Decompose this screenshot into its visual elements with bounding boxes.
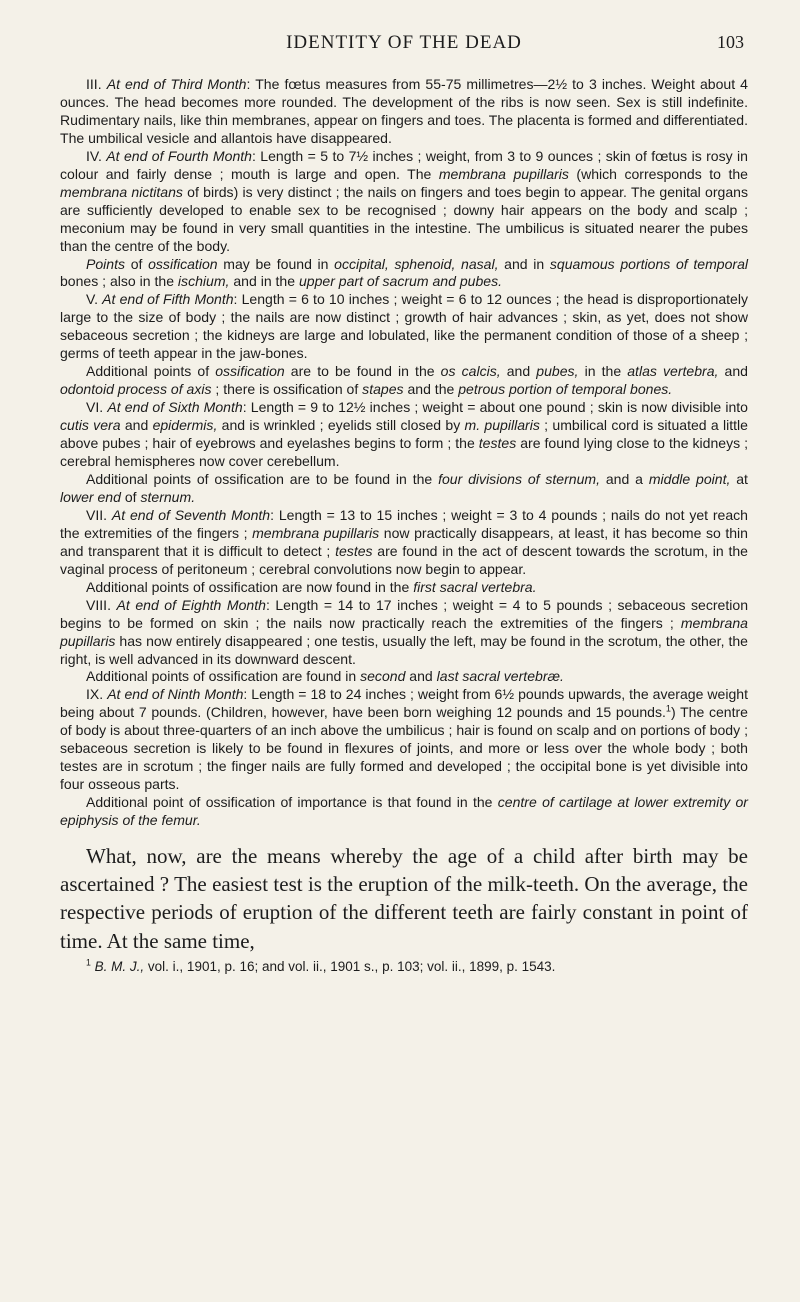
section-text: and <box>718 363 748 380</box>
month-nine-ossification <box>60 794 748 830</box>
running-head: IDENTITY OF THE DEAD <box>286 32 522 53</box>
section-numeral: IV. <box>86 147 102 164</box>
section-text: : Length = 14 to 17 inches ; weight = 4 to 5 pounds ; sebaceous secretion begins to be formed on skin ; the nails now practically reach the extremities of the fingers ; <box>60 596 749 631</box>
section-text: and <box>500 363 537 380</box>
term: os calcis, <box>440 363 501 380</box>
term: ossification <box>148 255 218 272</box>
term: sternum. <box>140 488 196 505</box>
term: upper part of sacrum and pubes. <box>298 273 502 290</box>
section-heading: At end of Third Month <box>106 76 247 92</box>
section-text: and <box>405 668 437 685</box>
section-text: ; umbilical cord is situated a little above pubes ; hair of eyebrows and eyelashes begins to form ; the <box>60 417 748 452</box>
section-text: and is wrinkled ; eyelids still closed by <box>217 417 465 434</box>
body-paragraph: What, now, are the means whereby the age of a child after birth may be ascertained ? The easiest test is the eruption of the milk-teeth. On the average, the respective periods of eruption of the different teeth are fairly constant in point of time. At the same time, <box>60 844 748 953</box>
footnote-source: B. M. J., <box>94 958 145 974</box>
term: membrana nictitans <box>60 183 183 200</box>
footnote-reference[interactable]: 1 <box>665 703 671 714</box>
section-text: and a <box>600 470 649 487</box>
term: petrous portion of temporal bones. <box>458 381 673 398</box>
footnote <box>60 958 748 976</box>
section-text: has now entirely disappeared ; one testis, usually the left, may be found in the scrotum, the other, the right, is well advanced in its downward descent. <box>60 632 748 667</box>
term: stapes <box>362 381 404 398</box>
section-text: and in the <box>229 273 299 290</box>
page-header <box>60 22 748 58</box>
section-text: Additional point of ossification of importance is that found in the <box>86 794 498 811</box>
footnote-text: vol. i., 1901, p. 16; and vol. ii., 1901 s., p. 103; vol. ii., 1899, p. 1543. <box>144 958 556 974</box>
section-numeral: III. <box>86 76 102 92</box>
term: pubes, <box>536 363 579 380</box>
section-text: in the <box>578 363 628 380</box>
section-text: at <box>730 470 748 487</box>
section-numeral: V. <box>86 291 98 308</box>
month-six-ossification <box>60 471 748 507</box>
term: ossification <box>215 363 285 380</box>
section-text: Additional points of ossification are to be found in the <box>86 470 439 487</box>
term: membrana pupillaris <box>252 524 380 541</box>
section-text: Additional points of ossification are now found in the <box>86 578 414 595</box>
term: testes <box>335 542 373 559</box>
section-heading: At end of Seventh Month <box>111 506 271 523</box>
month-seven-paragraph <box>60 507 748 579</box>
term: centre of cartilage at lower extremity or epiphysis of the femur. <box>60 794 748 829</box>
section-heading: At end of Fifth Month <box>102 291 234 308</box>
section-text: may be found in <box>217 255 335 272</box>
month-three-paragraph <box>60 76 748 148</box>
month-five-ossification <box>60 363 748 399</box>
section-text: of <box>125 255 149 272</box>
section-numeral: IX. <box>86 686 104 703</box>
term: testes <box>478 435 517 452</box>
section-text: are found in the act of descent towards the scrotum, in the vaginal process of peritoneum ; cerebral convolutions now begin to appear. <box>60 542 748 577</box>
section-text: are to be found in the <box>284 363 441 380</box>
term: odontoid process of axis <box>60 381 212 398</box>
month-seven-ossification <box>60 579 748 597</box>
term: four divisions of sternum, <box>438 470 601 487</box>
footnote-marker: 1 <box>86 957 91 968</box>
section-heading: At end of Sixth Month <box>107 399 243 416</box>
section-numeral: VI. <box>86 399 104 416</box>
main-text <box>60 842 748 955</box>
month-four-ossification <box>60 256 748 292</box>
section-text: : The fœtus measures from 55-75 millimetres—2½ to 3 inches. Weight about 4 ounces. The head becomes more rounded. The development of the ribs is now seen. Sex is still indefinite. Rudimentary nails, like thin membranes, appear on fingers and toes. The placenta is formed and differentiated. The umbilical vesicle and allantois have disappeared. <box>60 76 748 146</box>
term: second <box>360 668 406 685</box>
section-text: are found lying close to the kidneys ; cerebral hemispheres now cover cerebellum. <box>60 435 748 470</box>
term: squamous portions of temporal <box>549 255 749 272</box>
month-four-paragraph <box>60 148 748 256</box>
term: last sacral vertebræ. <box>436 668 564 685</box>
section-heading: At end of Fourth Month <box>106 147 252 164</box>
term: Points <box>86 255 126 272</box>
section-text: : Length = 13 to 15 inches ; weight = 3 to 4 pounds ; nails do not yet reach the extremities of the fingers ; <box>60 506 748 541</box>
section-text: : Length = 9 to 12½ inches ; weight = about one pound ; skin is now divisible into <box>242 399 748 416</box>
section-text: (which corresponds to the <box>568 165 748 182</box>
section-text: : Length = 6 to 10 inches ; weight = 6 to 12 ounces ; the head is disproportionately large to the size of body ; the nails are now distinct ; growth of hair advances ; skin, as yet, does not show sebaceous secretion ; the kidneys are large and lobulated, like the permanent condition of those of a sheep ; germs of teeth appear in the jaw-bones. <box>60 291 748 362</box>
term: membrana pupillaris <box>60 614 748 649</box>
section-text: : Length = 5 to 7½ inches ; weight, from 3 to 9 ounces ; skin of fœtus is rosy in colour and fairly dense ; mouth is large and open. The <box>60 147 748 182</box>
term: membrana pupillaris <box>438 165 569 182</box>
month-five-paragraph <box>60 291 748 363</box>
month-six-paragraph <box>60 399 748 471</box>
section-text: and in <box>498 255 550 272</box>
term: m. pupillaris <box>464 417 540 434</box>
section-text: : Length = 18 to 24 inches ; weight from 6½ pounds upwards, the average weight being about 7 pounds. (Children, however, have been born weighing 12 pounds and 15 pounds. <box>60 686 748 721</box>
term: middle point, <box>648 470 731 487</box>
term: occipital, sphenoid, nasal, <box>334 255 499 272</box>
section-numeral: VIII. <box>86 596 111 613</box>
section-text: Additional points of ossification are found in <box>86 668 361 685</box>
section-text: of birds) is very distinct ; the nails on fingers and toes begin to appear. The genital organs are sufficiently developed to enable sex to be recognised ; downy hair appears on the body and scalp ; meconium may be found in very small quantities in the intestine. The umbilicus is situated nearer the pubes than the centre of the body. <box>60 183 748 254</box>
section-heading: At end of Eighth Month <box>116 596 266 613</box>
page-number: 103 <box>717 32 744 52</box>
section-text: now practically disappears, at least, it has become so thin and transparent that it is difficult to detect ; <box>60 524 748 559</box>
term: cutis vera <box>60 417 121 434</box>
section-text: bones ; also in the <box>60 273 178 290</box>
term: epidermis, <box>152 417 218 434</box>
section-text: ; there is ossification of <box>211 381 363 398</box>
section-text: Additional points of <box>86 363 216 380</box>
term: atlas vertebra, <box>627 363 719 380</box>
month-eight-ossification <box>60 668 748 686</box>
section-text: and the <box>403 381 459 398</box>
section-heading: At end of Ninth Month <box>107 686 244 703</box>
section-text: ) The centre of body is about three-quarters of an inch above the umbilicus ; hair is found on scalp and on portions of body ; sebaceous secretion is likely to be found in flexures of joints, and more or less over the whole body ; both testes are in scrotum ; the finger nails are fully formed and developed ; the occipital bone is yet divisible into four osseous parts. <box>60 704 748 793</box>
section-text: and <box>120 417 153 434</box>
fetal-development-list <box>60 76 748 830</box>
month-nine-paragraph <box>60 686 748 794</box>
section-numeral: VII. <box>86 506 108 523</box>
term: first sacral vertebra. <box>413 578 537 595</box>
term: ischium, <box>177 273 230 290</box>
month-eight-paragraph <box>60 597 748 669</box>
section-text: of <box>120 488 141 505</box>
term: lower end <box>60 488 121 505</box>
